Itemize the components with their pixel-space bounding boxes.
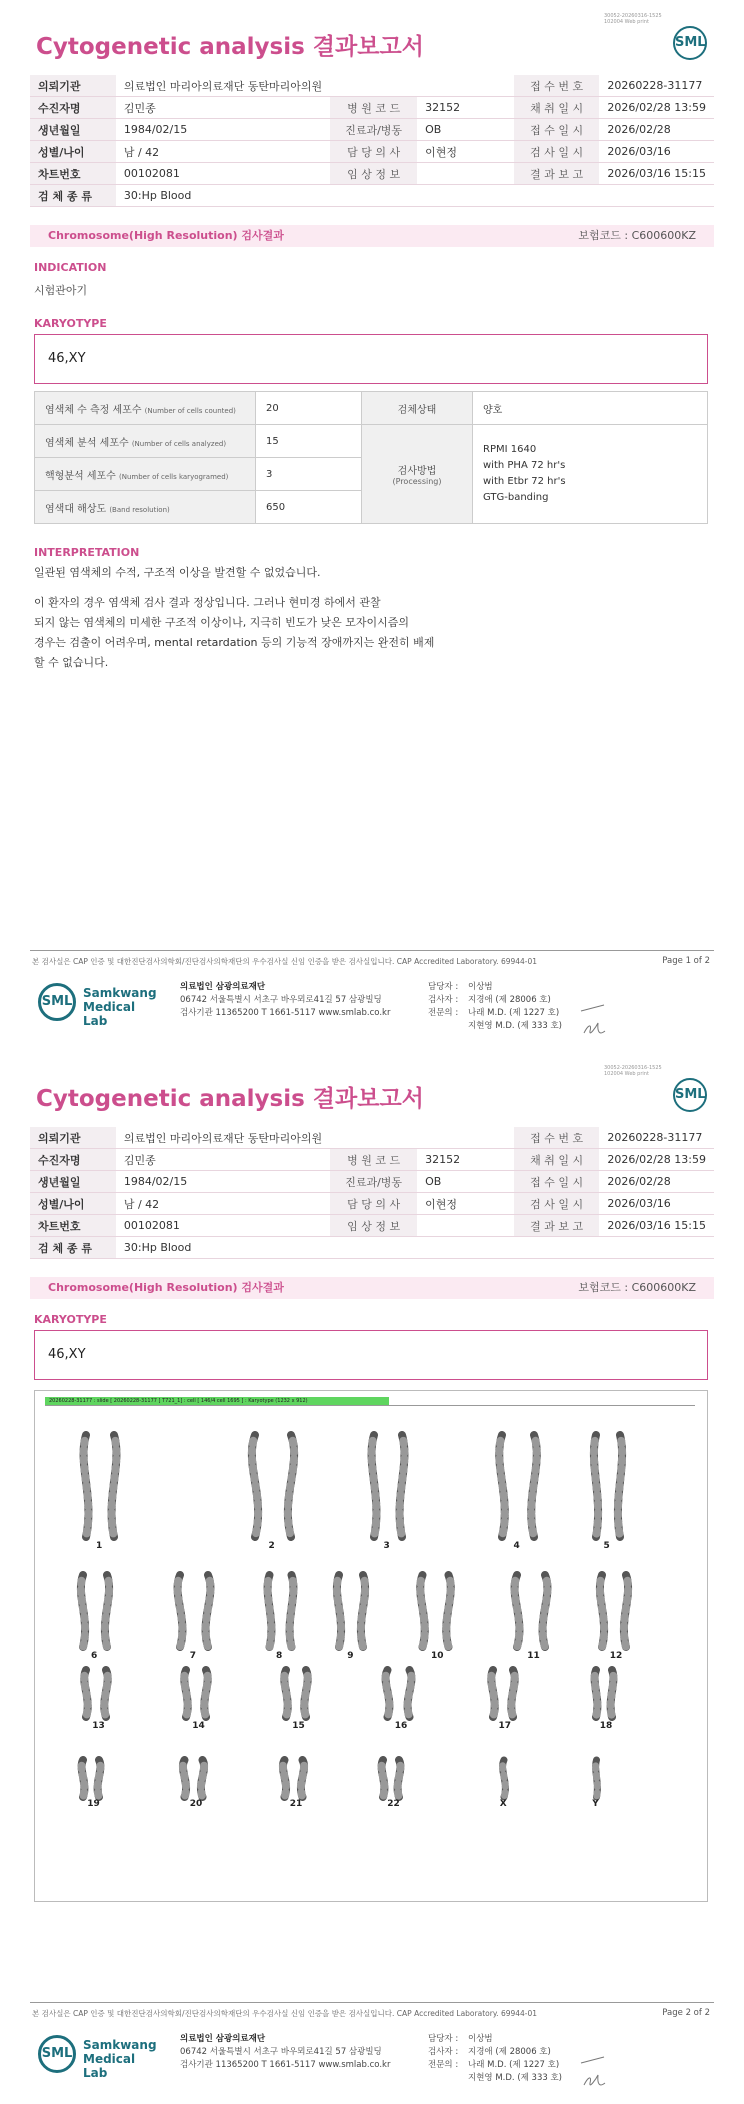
patient-label: 성별/나이 [30,1193,116,1215]
patient-value [417,75,514,97]
patient-label: 채 취 일 시 [514,1149,600,1171]
lab-staff: 담당자 : 이상범 검사자 : 지경애 (제 28006 호) 전문의 : 나래 M.D. (제 1227 호) 지현영 M.D. (제 333 호) [428,2034,563,2083]
patient-info-row [30,1171,714,1193]
samkwang-logo-mark: SML [38,983,76,1021]
chromosome-label: X [499,1799,507,1809]
chromosome-label: Y [592,1799,599,1809]
sml-logo: SML [673,26,707,60]
cell-count-table [34,391,708,524]
chromosome-pair-14 [171,1666,221,1731]
patient-info-row [30,75,714,97]
patient-info-table [30,1127,714,1259]
patient-label: 차트번호 [30,163,116,185]
patient-value: 이현정 [417,1193,514,1215]
chromosome-label: 14 [192,1721,205,1731]
patient-value: 1984/02/15 [116,119,330,141]
patient-label: 임 상 정 보 [330,163,417,185]
print-code: 30052-20260316-1525 102004 Web print [604,13,662,25]
cells-karyogramed-label: 핵형분석 세포수 (Number of cells karyogramed) [35,458,256,491]
karyotype-heading: KARYOTYPE [34,317,107,330]
karyotype-result: 46,XY [34,1330,708,1380]
lab-address: 의료법인 삼광의료재단 06742 서울특별시 서초구 바우뫼로41길 57 삼광빌딩 검사기관 11365200 T 1661-5117 www.smlab.co.kr [180,982,391,1018]
patient-label [330,75,417,97]
patient-label [330,1237,417,1259]
patient-info-row [30,141,714,163]
method-label: 검사방법 (Processing) [362,425,473,524]
patient-value [417,1215,514,1237]
signature-mark [578,2055,608,2091]
patient-label: 진료과/병동 [330,119,417,141]
chromosome-label: 15 [292,1721,305,1731]
footer-divider [30,950,714,951]
cells-karyogramed-value: 3 [256,458,362,491]
page-number: Page 1 of 2 [662,956,710,966]
accreditation-note: 본 검사실은 CAP 인증 및 대한진단검사의학회/진단검사의학재단의 우수검사실 신임 인증을 받은 검사실입니다. CAP Accredited Laboratory. 69944-01 [32,957,538,966]
patient-label: 수진자명 [30,97,116,119]
chromosome-label: 17 [498,1721,512,1731]
specimen-status-label: 검체상태 [362,392,473,425]
patient-value: 남 / 42 [116,1193,330,1215]
chromosome-pair-X [484,1756,524,1809]
patient-label: 차트번호 [30,1215,116,1237]
chromosome-pair-12 [584,1571,644,1661]
patient-label: 병 원 코 드 [330,1149,417,1171]
patient-value: 2026/03/16 [599,141,714,163]
band-resolution-label: 염색대 해상도 (Band resolution) [35,491,256,524]
chromosome-pair-15 [271,1666,321,1731]
patient-label: 검 체 종 류 [30,1237,116,1259]
patient-value: 30:Hp Blood [116,185,330,207]
report-title: Cytogenetic analysis 결과보고서 [36,1086,424,1112]
patient-label: 담 당 의 사 [330,141,417,163]
patient-label: 검 체 종 류 [30,185,116,207]
chromosome-label: 3 [383,1541,390,1551]
report-title: Cytogenetic analysis 결과보고서 [36,34,424,60]
patient-label: 접 수 번 호 [514,75,600,97]
chromosome-pair-6 [65,1571,125,1661]
chromosome-label: 5 [603,1541,610,1551]
chromosome-pair-13 [71,1666,121,1731]
chromosome-pair-21 [271,1756,316,1809]
patient-info-row [30,97,714,119]
patient-value: OB [417,119,514,141]
method-value: RPMI 1640 with PHA 72 hr's with Etbr 72 hr's GTG-banding [473,425,708,524]
test-name: Chromosome(High Resolution) 검사결과 [48,229,284,242]
signature-mark [578,1003,608,1039]
karyogram-image [34,1390,708,1902]
samkwang-logo-mark: SML [38,2035,76,2073]
patient-label: 생년월일 [30,1171,116,1193]
insurance-code: 보험코드 : C600600KZ [578,1281,696,1294]
cells-analyzed-label: 염색체 분석 세포수 (Number of cells analyzed) [35,425,256,458]
karyotype-heading: KARYOTYPE [34,1313,107,1326]
patient-value: 의료법인 마리아의료재단 동탄마리아의원 [116,75,330,97]
patient-info-row [30,1127,714,1149]
chromosome-label: 8 [276,1651,283,1661]
chromosome-label: 16 [394,1721,408,1731]
patient-value: 32152 [417,97,514,119]
chromosome-pair-20 [171,1756,216,1809]
patient-value: 2026/02/28 [599,1171,714,1193]
print-code: 30052-20260316-1525 102004 Web print [604,1065,662,1077]
patient-value: 김민종 [116,1149,330,1171]
chromosome-label: 10 [431,1651,444,1661]
patient-label: 검 사 일 시 [514,1193,600,1215]
chromosome-label: 19 [87,1799,100,1809]
patient-label: 결 과 보 고 [514,163,600,185]
report-page-2: 30052-20260316-1525 102004 Web print Cytogenetic analysis 결과보고서 SML 의뢰기관 의료법인 마리아의료재단 동탄마리아의원 접 수 번 호 20260228-31177 수진자명 김민종 병 원 코 드 32152 채 취 일 시 2026/02/28 13:59 생년월일 1984/02/15 진료과/병동 OB 접 수 일 시 2026/02/28 성별/나이 남 / 42 담 당 의 사 이현정 검 사 일 시 2026/03/16 차트번호 00102081 임 상 정 보 결 과 보 고 2026/03/16 15:15 검 체 종 류 30:Hp Blood Chromosome(High Resolution) 검사결과 보험코드 : C600600KZ KARYOTYPE 46,XY 본 검사실은 CAP 인증 및 대한진단검사의학회/진단검사의학재단의 우수검사실 신임 인증을 받은 검사실입니다. CAP Accredited Laboratory. 69944-01 Page 2 of 2 SML Samkwang Medical Lab 의료법인 삼광의료재단 06742 서울특별시 서초구 바우뫼로41길 57 삼광빌딩 검사기관 11365200 T 1661-5117 www.smlab.co.kr 담당자 : 이상범 검사자 : 지경애 (제 28006 호) 전문의 : 나래 M.D. (제 1227 호) 지현영 M.D. (제 333 호) [0,1052,744,2104]
patient-label: 진료과/병동 [330,1171,417,1193]
patient-value: 이현정 [417,141,514,163]
patient-value: 2026/03/16 15:15 [599,163,714,185]
chromosome-label: 9 [347,1651,354,1661]
patient-value: 2026/03/16 15:15 [599,1215,714,1237]
patient-label [514,1237,600,1259]
patient-label: 임 상 정 보 [330,1215,417,1237]
patient-label: 의뢰기관 [30,75,116,97]
accreditation-note: 본 검사실은 CAP 인증 및 대한진단검사의학회/진단검사의학재단의 우수검사실 신임 인증을 받은 검사실입니다. CAP Accredited Laboratory. 69944-01 [32,2009,538,2018]
lab-address: 의료법인 삼광의료재단 06742 서울특별시 서초구 바우뫼로41길 57 삼광빌딩 검사기관 11365200 T 1661-5117 www.smlab.co.kr [180,2034,391,2070]
chromosome-label: 4 [513,1541,520,1551]
chromosome-label: 2 [268,1541,275,1551]
patient-value: 00102081 [116,1215,330,1237]
chromosome-pair-17 [478,1666,528,1731]
patient-label: 접 수 일 시 [514,1171,600,1193]
patient-value: 의료법인 마리아의료재단 동탄마리아의원 [116,1127,330,1149]
test-title-bar [30,225,714,247]
patient-info-row [30,185,714,207]
indication-text: 시험관아기 [34,284,88,297]
patient-label: 결 과 보 고 [514,1215,600,1237]
chromosome-pair-Y [584,1756,609,1809]
band-resolution-value: 650 [256,491,362,524]
chromosome-pair-19 [71,1756,111,1809]
chromosome-pair-3 [353,1431,423,1551]
chromosome-pair-9 [321,1571,381,1661]
patient-info-row [30,119,714,141]
lab-staff: 담당자 : 이상범 검사자 : 지경애 (제 28006 호) 전문의 : 나래 M.D. (제 1227 호) 지현영 M.D. (제 333 호) [428,982,563,1031]
chromosome-pair-18 [584,1666,624,1731]
patient-value [417,1127,514,1149]
report-page-1: 30052-20260316-1525 102004 Web print Cytogenetic analysis 결과보고서 SML 의뢰기관 의료법인 마리아의료재단 동탄마리아의원 접 수 번 호 20260228-31177 수진자명 김민종 병 원 코 드 32152 채 취 일 시 2026/02/28 13:59 생년월일 1984/02/15 진료과/병동 OB 접 수 일 시 2026/02/28 성별/나이 남 / 42 담 당 의 사 이현정 검 사 일 시 2026/03/16 차트번호 00102081 임 상 정 보 결 과 보 고 2026/03/16 15:15 검 체 종 류 30:Hp Blood Chromosome(High Resolution) 검사결과 보험코드 : C600600KZ INDICATION 시험관아기 KARYOTYPE 46,XY 염색체 수 측정 세포수 (Number of cells counted) 20 검체상태 양호 염색체 분석 세포수 (Number of cells analyzed) 15 검사방법 (Processing) RPMI 1640 with PHA 72 hr's with Etbr 72 hr's GTG-banding 핵형분석 세포수 (Number of cells karyogramed) 3 염색대 해상도 (Band resolution) 650 INTERPRETATION 일관된 염색체의 수적, 구조적 이상을 발견할 수 없었습니다. 이 환자의 경우 염색체 검사 결과 정상입니다. 그러나 현미경 하에서 관찰 되지 않는 염색체의 미세한 구조적 이상이나, 지극히 빈도가 낮은 모자이시즘의 경우는 검출이 어려우며, mental retardation 등의 기능적 장애까지는 완전히 배제 할 수 없습니다. 본 검사실은 CAP 인증 및 대한진단검사의학회/진단검사의학재단의 우수검사실 신임 인증을 받은 검사실입니다. CAP Accredited Laboratory. 69944-01 Page 1 of 2 SML Samkwang Medical Lab 의료법인 삼광의료재단 06742 서울특별시 서초구 바우뫼로41길 57 삼광빌딩 검사기관 11365200 T 1661-5117 www.smlab.co.kr 담당자 : 이상범 검사자 : 지경애 (제 28006 호) 전문의 : 나래 M.D. (제 1227 호) 지현영 M.D. (제 333 호) [0,0,744,1052]
test-title-bar [30,1277,714,1299]
chromosome-pair-2 [228,1431,318,1551]
interpretation-text: 일관된 염색체의 수적, 구조적 이상을 발견할 수 없었습니다. 이 환자의 경우 염색체 검사 결과 정상입니다. 그러나 현미경 하에서 관찰 되지 않는 염색체의 미세한 구조적 이상이나, 지극히 빈도가 낮은 모자이시즘의 경우는 검출이 어려우며, mental retardation 등의 기능적 장애까지는 완전히 배제 할 수 없습니다. [34,566,435,669]
patient-value [417,163,514,185]
patient-value [599,185,714,207]
patient-label: 병 원 코 드 [330,97,417,119]
patient-value: 2026/02/28 13:59 [599,97,714,119]
patient-label: 접 수 일 시 [514,119,600,141]
karyotype-result: 46,XY [34,334,708,384]
chromosome-pair-4 [478,1431,558,1551]
patient-label [330,1127,417,1149]
chromosome-label: 18 [599,1721,613,1731]
cells-counted-value: 20 [256,392,362,425]
patient-info-row [30,1215,714,1237]
patient-label: 성별/나이 [30,141,116,163]
patient-label: 의뢰기관 [30,1127,116,1149]
patient-label: 담 당 의 사 [330,1193,417,1215]
karyogram-header: 20260228-31177 : slide [ 20260228-31177 ] T721_1] : cell [ 146/4 cell 1695 ] : Karyotype (1232 x 912) [45,1397,389,1405]
chromosome-pair-1 [65,1431,135,1551]
footer-divider [30,2002,714,2003]
patient-value: 20260228-31177 [599,75,714,97]
patient-value: 2026/03/16 [599,1193,714,1215]
patient-label: 검 사 일 시 [514,141,600,163]
chromosome-label: 13 [92,1721,105,1731]
sml-logo: SML [673,1078,707,1112]
cells-analyzed-value: 15 [256,425,362,458]
patient-value: 2026/02/28 13:59 [599,1149,714,1171]
cells-counted-label: 염색체 수 측정 세포수 (Number of cells counted) [35,392,256,425]
patient-value: OB [417,1171,514,1193]
chromosome-label: 20 [189,1799,203,1809]
indication-heading: INDICATION [34,261,107,274]
patient-label [514,185,600,207]
chromosome-label: 6 [91,1651,98,1661]
page-number: Page 2 of 2 [662,2008,710,2018]
patient-value: 30:Hp Blood [116,1237,330,1259]
patient-label [330,185,417,207]
patient-value: 김민종 [116,97,330,119]
chromosome-label: 7 [189,1651,197,1661]
chromosome-pair-16 [371,1666,426,1731]
patient-info-row [30,1237,714,1259]
chromosome-label: 11 [527,1651,540,1661]
specimen-status-value: 양호 [473,392,708,425]
interpretation-heading: INTERPRETATION [34,546,140,559]
patient-label: 생년월일 [30,119,116,141]
patient-value: 2026/02/28 [599,119,714,141]
chromosome-pair-10 [403,1571,468,1661]
patient-value: 남 / 42 [116,141,330,163]
patient-value: 32152 [417,1149,514,1171]
patient-info-row [30,1193,714,1215]
patient-value: 1984/02/15 [116,1171,330,1193]
chromosome-label: 1 [96,1541,103,1551]
chromosome-pair-22 [371,1756,411,1809]
patient-info-row [30,1149,714,1171]
patient-value [417,185,514,207]
patient-label: 접 수 번 호 [514,1127,600,1149]
patient-info-table [30,75,714,207]
test-name: Chromosome(High Resolution) 검사결과 [48,1281,284,1294]
patient-value: 20260228-31177 [599,1127,714,1149]
chromosome-label: 22 [387,1799,400,1809]
patient-value [599,1237,714,1259]
chromosome-pair-11 [496,1571,566,1661]
patient-label: 채 취 일 시 [514,97,600,119]
chromosome-label: 12 [609,1651,623,1661]
patient-info-row [30,163,714,185]
chromosome-pair-7 [159,1571,229,1661]
insurance-code: 보험코드 : C600600KZ [578,229,696,242]
patient-value: 00102081 [116,163,330,185]
patient-label: 수진자명 [30,1149,116,1171]
chromosome-label: 21 [289,1799,303,1809]
chromosome-pair-8 [253,1571,308,1661]
patient-value [417,1237,514,1259]
chromosome-pair-5 [578,1431,638,1551]
